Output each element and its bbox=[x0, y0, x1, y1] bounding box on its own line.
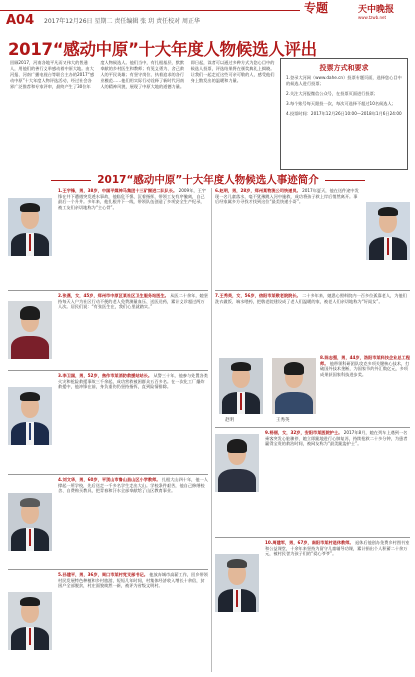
candidate-text bbox=[58, 293, 208, 366]
candidate-heading: 1.王宇锋，男，38岁，中国平煤神马集团十三矿掘进二队队长。 bbox=[58, 188, 178, 193]
candidate-heading: 2.张燕，女，45岁，郑州市中原区某社区卫生服务站医生。 bbox=[58, 293, 169, 298]
divider bbox=[215, 537, 410, 538]
issue-meta: 2017年12月26日 星期二 责任编辑 张 玥 责任校对 周正华 bbox=[44, 18, 200, 25]
candidate-4 bbox=[8, 477, 208, 567]
intro-article: 回顾2017，河南各地平凡而又伟大的普通人，用他们的善行义举感动着中原大地。由大河报、河南广播电视台等联合主办的2017“感动中原”十大年度人物评选活动，经过社会各界广泛推荐和专家评审，最终产生了30位年度人物候选人。他们当中，有扎根基层、默默奉献的乡村医生和教师；有见义勇为、舍己救人的平民英雄；有坚守岗位、执着追求的各行业模范……他们用实际行动诠释了新时代河南人的精神风貌，展现了中原大地的道德力量。即日起，读者可以通过多种方式为您心目中的候选人投票，评选结果将在颁奖典礼上揭晓。让我们一起走近这些可亲可敬的人，感受他们身上散发出的温暖和力量。 bbox=[10, 60, 275, 89]
candidate-body: 2009年，王宇锋在井下遭遇突发透水事故，他临危不惧、沉着指挥，带领工友有序撤离，自己最后一个升井。多年来，他扎根井下一线，带领队伍创造了多项安全生产纪录，被工友们亲切地称为“主心骨”。 bbox=[58, 188, 206, 210]
divider bbox=[8, 370, 208, 371]
candidate-1 bbox=[8, 188, 208, 288]
candidate-text bbox=[58, 188, 208, 286]
newspaper-url: www.tzwb.net bbox=[358, 15, 387, 20]
candidate-body: 二十多年来，她悉心照料院内一百多位孤寡老人，为他们洗衣做饭、端水喂药，把敬老院建设成了老人们温暖的家，被老人们亲切地称为“好闺女”。 bbox=[215, 293, 407, 304]
vote-box bbox=[280, 58, 408, 170]
candidate-text bbox=[215, 293, 410, 351]
candidate-photo bbox=[219, 358, 263, 414]
candidate-body: 2017年8月，她在列车上遇到一名乘客突发心脏骤停，她立即跪地进行心肺复苏，持续抢救二十多分钟，为患者赢得宝贵的救治时间，被网友称为“最美跪姿护士”。 bbox=[265, 430, 408, 447]
page-number: A04 bbox=[6, 13, 35, 28]
vote-title: 投票方式和要求 bbox=[319, 64, 369, 72]
section-title: 2017“感动中原”十大年度人物候选人事迹简介 bbox=[8, 172, 408, 187]
section-tag: 专题 bbox=[304, 1, 329, 15]
candidate-photo bbox=[215, 434, 259, 492]
photo-caption: 王秀英 bbox=[276, 418, 290, 423]
candidate-text bbox=[215, 188, 360, 286]
candidate-heading: 10.周建军，男，67岁，南阳市某村退休教师。 bbox=[265, 540, 354, 545]
candidate-heading: 8.陈志强，男，44岁，洛阳市某科技企业总工程师。 bbox=[320, 355, 410, 366]
candidate-photo bbox=[272, 358, 316, 414]
candidate-photo bbox=[366, 202, 410, 260]
masthead bbox=[304, 0, 415, 32]
vote-line: 1.登录大河网（www.dahe.cn）投票专题页面，选择您心目中的候选人进行投票； bbox=[286, 75, 402, 86]
header-rule bbox=[0, 10, 300, 11]
candidate-heading: 6.赵明，男，28岁，郑州某物流公司快递员。 bbox=[215, 188, 301, 193]
divider bbox=[8, 474, 208, 475]
column-divider bbox=[211, 188, 212, 672]
photo-caption: 赵明 bbox=[225, 418, 234, 423]
divider bbox=[215, 290, 410, 291]
candidate-text bbox=[58, 572, 208, 672]
candidate-6 bbox=[215, 188, 410, 288]
candidate-photo bbox=[8, 301, 52, 359]
vote-line: 2.关注大河报微信公众号，在投票页面进行投票； bbox=[286, 91, 378, 96]
divider bbox=[8, 290, 208, 291]
candidate-heading: 7.王秀英，女，56岁，信阳市某敬老院院长。 bbox=[215, 293, 301, 298]
candidate-photo bbox=[8, 387, 52, 445]
candidate-heading: 3.李卫国，男，52岁，焦作市某消防救援站站长。 bbox=[58, 373, 153, 378]
candidate-7 bbox=[215, 293, 410, 353]
candidate-body: 从警三十年，他参与处置各类火灾和抢险救援事故三千余起，成功营救被困群众五百多名。在一次化工厂爆炸救援中，他冲锋在前，身负重伤仍坚持指挥，直到险情排除。 bbox=[58, 373, 208, 390]
candidate-heading: 4.刘文华，男，60岁，平顶山市鲁山县山区小学教师。 bbox=[58, 477, 161, 482]
candidate-10 bbox=[215, 540, 410, 672]
candidate-text bbox=[320, 355, 410, 423]
candidate-8 bbox=[320, 355, 410, 425]
candidate-9 bbox=[215, 430, 410, 535]
candidate-3 bbox=[8, 373, 208, 473]
candidate-heading: 5.孙建平，男，36岁，周口市某村党支部书记。 bbox=[58, 572, 148, 577]
candidate-text bbox=[265, 430, 410, 533]
vote-line: 3.每个账号每天限投一次，每次可选择不超过10名候选人； bbox=[286, 101, 396, 106]
newspaper-logo: 天中晚报 bbox=[358, 5, 395, 15]
page-header bbox=[0, 0, 415, 32]
candidate-text bbox=[58, 373, 208, 471]
candidate-photo bbox=[8, 198, 52, 256]
candidate-heading: 9.杨丽，女，32岁，安阳市某医院护士。 bbox=[265, 430, 343, 435]
candidate-photo bbox=[215, 554, 259, 612]
vote-line: 4.投票时间：2017年12月26日10:00—2018年1月6日24:00 bbox=[286, 111, 402, 116]
candidate-body: 从医二十余年，她坚持每天入户为社区行动不便的老人免费测量血压、送医送药，累计义诊超过两万人次。居民们说：“有张医生在，我们心里就踏实。” bbox=[58, 293, 208, 310]
divider bbox=[8, 569, 208, 570]
candidate-body: 2017年夏天，他在送件途中发现一名儿童落水，毫不犹豫跳入河中施救，成功将孩子救上岸后悄然离开。事后经家属多方寻找才找到这位“最美快递小哥”。 bbox=[215, 188, 359, 205]
candidate-5 bbox=[8, 572, 208, 672]
candidate-body: 扎根大山四十年，他一人撑起一所学校，先后送走一千多名学生走出大山。学校条件艰苦，他自己修缮校舍、自费购买教具，把青春和汗水全部奉献给了山区教育事业。 bbox=[58, 477, 208, 494]
candidate-body: 他放弃城市高薪工作，回乡带领村民发展特色种植和乡村旅游，短短几年时间，村集体经济收入增长十余倍，贫困户全部脱贫，村庄面貌焕然一新，被评为省级文明村。 bbox=[58, 572, 208, 589]
candidate-photo bbox=[8, 493, 52, 551]
candidate-2 bbox=[8, 293, 208, 368]
candidate-body: 他带领科研团队攻克多项关键核心技术，打破国外技术垄断，为国家节约外汇数亿元，多项成果获国家科技进步奖。 bbox=[320, 360, 410, 377]
candidate-text bbox=[265, 540, 410, 670]
candidate-text bbox=[58, 477, 208, 565]
headline: 2017“感动中原”十大年度人物候选人评出 bbox=[8, 40, 317, 59]
divider bbox=[215, 427, 410, 428]
candidate-body: 退休后他创办免费乡村图书室和公益课堂，十余年来坚持为留守儿童辅导功课，累计捐出个人积蓄二十余万元，被村民誉为孩子们的“爱心爷爷”。 bbox=[265, 540, 410, 557]
candidate-photo bbox=[8, 592, 52, 650]
